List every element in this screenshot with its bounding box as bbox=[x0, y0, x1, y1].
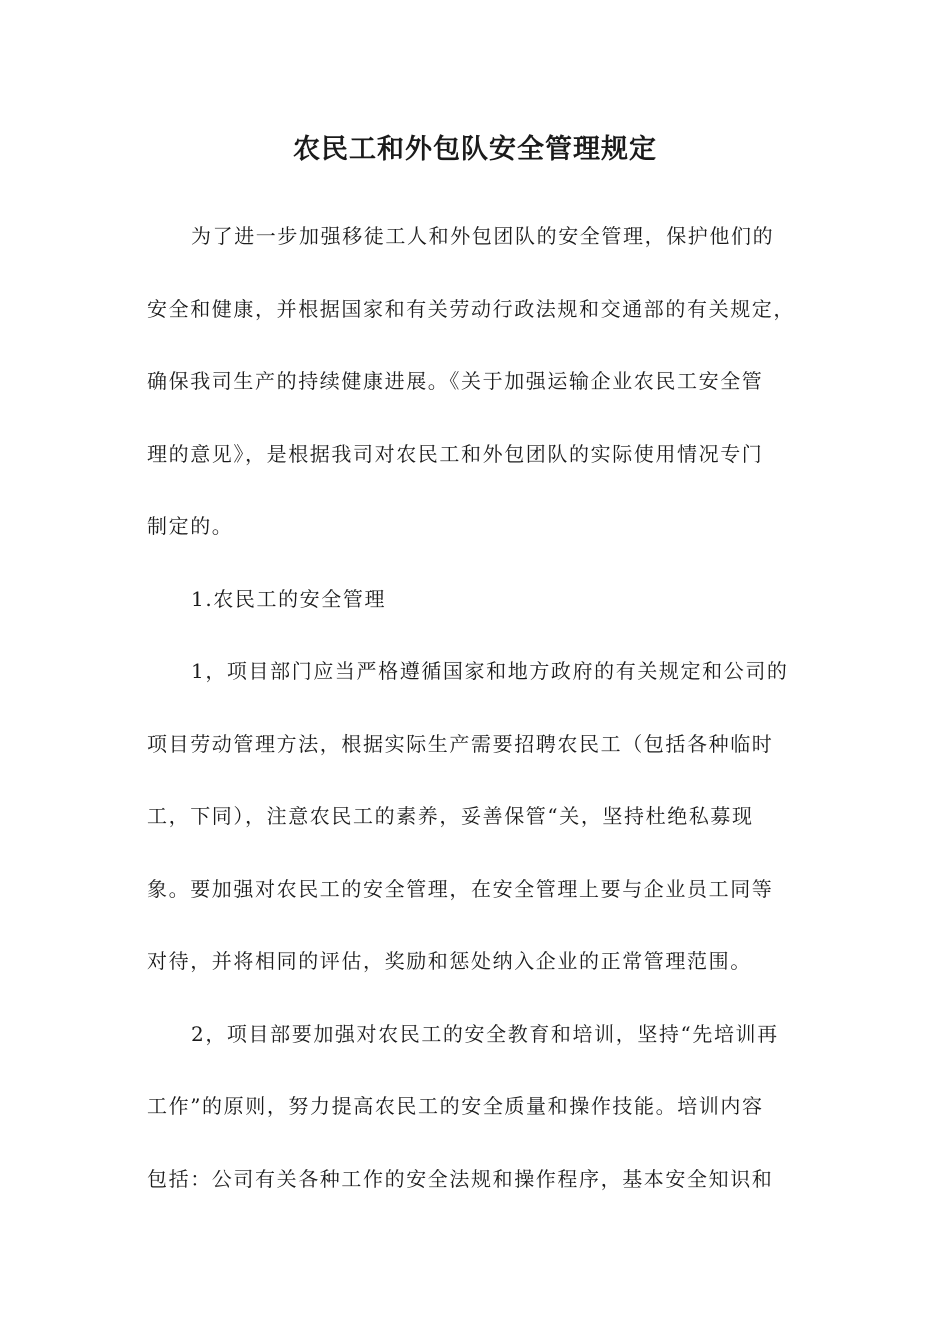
text-line: 对待，并将相同的评估，奖励和惩处纳入企业的正常管理范围。 bbox=[147, 949, 752, 973]
document-title: 农民工和外包队安全管理规定 bbox=[293, 134, 657, 165]
text-line: 理的意见》，是根据我司对农民工和外包团队的实际使用情况专门 bbox=[147, 441, 764, 466]
text-line: 项目劳动管理方法，根据实际生产需要招聘农民工（包括各种临时 bbox=[147, 731, 774, 756]
text-line: 象。要加强对农民工的安全管理，在安全管理上要与企业员工同等 bbox=[147, 876, 774, 901]
text-line: 包括：公司有关各种工作的安全法规和操作程序，基本安全知识和 bbox=[147, 1166, 774, 1191]
text-line: 为了进一步加强移徒工人和外包团队的安全管理，保护他们的 bbox=[191, 224, 775, 248]
text-line: 安全和健康，并根据国家和有关劳动行政法规和交通部的有关规定， bbox=[147, 296, 795, 321]
document-body bbox=[147, 200, 807, 1215]
text-line: 工，下同），注意农民工的素养，妥善保管“关，坚持杜绝私募现 bbox=[147, 804, 754, 828]
text-line: 确保我司生产的持续健康进展。《关于加强运输企业农民工安全管 bbox=[147, 369, 764, 393]
text-line: 制定的。 bbox=[147, 514, 234, 538]
text-line: 2，项目部要加强对农民工的安全教育和培训，坚持“先培训再 bbox=[191, 1021, 779, 1046]
section-heading: 1.农民工的安全管理 bbox=[191, 586, 387, 611]
text-line: 工作”的原则，努力提高农民工的安全质量和操作技能。培训内容 bbox=[147, 1094, 764, 1118]
text-line: 1，项目部门应当严格遵循国家和地方政府的有关规定和公司的 bbox=[191, 659, 789, 683]
